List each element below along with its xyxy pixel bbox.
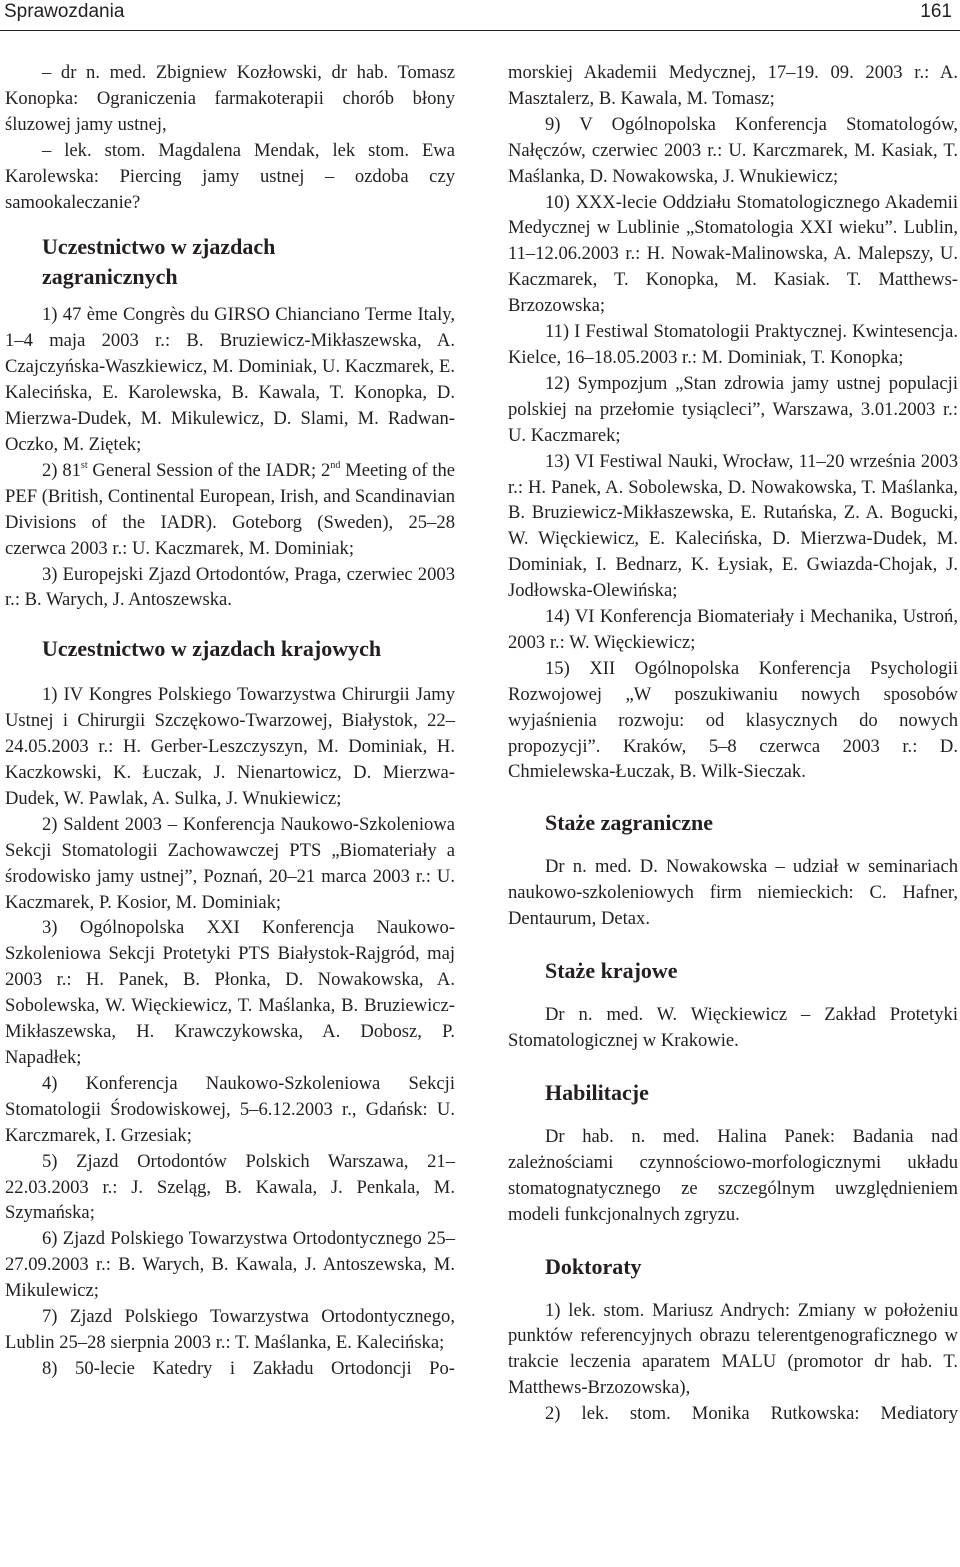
page-number: 161 <box>920 1 952 22</box>
foreign-item-2: 2) 81st General Session of the IADR; 2nd Meeting of the PEF (British, Continental European, Irish, and Scandinavian Divisions of the IADR). Goteborg (Sweden), 25–28 czerwca 2003 r.: U. Kaczmarek, M. Dominiak; <box>5 459 455 559</box>
domestic-internship-text: Dr n. med. W. Więckiewicz – Zakład Protetyki Stomatologicznej w Krakowie. <box>508 1004 958 1051</box>
domestic-item-9: 9) V Ogólnopolska Konferencja Stomatologów, Nałęczów, czerwiec 2003 r.: U. Karczmarek, M. Kasiak, T. Maślanka, D. Nowakowska, J. Wnukiewicz; <box>508 113 958 187</box>
domestic-item-8: 8) 50-lecie Katedry i Zakładu Ortodoncji Po- <box>42 1357 455 1379</box>
domestic-item-8-continued: morskiej Akademii Medycznej, 17–19. 09. 2003 r.: A. Masztalerz, B. Kawala, M. Tomasz; <box>508 62 958 109</box>
intro-item-2: – lek. stom. Magdalena Mendak, lek stom. Ewa Karolewska: Piercing jamy ustnej – ozdoba czy samookaleczanie? <box>5 139 455 213</box>
section-name: Sprawozdania <box>4 1 125 22</box>
domestic-item-12: 12) Sympozjum „Stan zdrowia jamy ustnej populacji polskiej na przełomie tysiącleci”, Warszawa, 3.01.2003 r.: U. Kaczmarek; <box>508 372 958 446</box>
domestic-item-13: 13) VI Festiwal Nauki, Wrocław, 11–20 września 2003 r.: H. Panek, A. Sobolewska, D. Nowakowska, T. Maślanka, B. Bruziewicz-Mikłaszewska, E. Rutańska, Z. A. Bogucki, W. Więckiewicz, E. Kalecińska, D. Mierzwa-Dudek, M. Dominiak, I. Bednarz, K. Łysiak, E. Gwiazda-Chojak, J. Jodłowska-Olewińska; <box>508 450 958 602</box>
habilitation-text: Dr hab. n. med. Halina Panek: Badania nad zależnościami czynnościowo-morfologicznymi układu stomatognatycznego ze szczególnym uwzględnieniem modeli funkcjonalnych zgryzu. <box>508 1125 958 1225</box>
right-column <box>508 60 958 1427</box>
domestic-item-14: 14) VI Konferencja Biomateriały i Mechanika, Ustroń, 2003 r.: W. Więckiewicz; <box>508 606 958 653</box>
domestic-item-2: 2) Saldent 2003 – Konferencja Naukowo-Szkoleniowa Sekcji Stomatologii Zachowawczej PTS „Biomateriały a środowisko jamy ustnej”, Poznań, 20–21 marca 2003 r.: U. Kaczmarek, P. Kosior, M. Dominiak; <box>5 813 455 913</box>
domestic-item-11: 11) I Festiwal Stomatologii Praktycznej. Kwintesencja. Kielce, 16–18.05.2003 r.: M. Dominiak, T. Konopka; <box>508 321 958 368</box>
heading-foreign-internships: Staże zagraniczne <box>545 810 713 836</box>
domestic-item-1: 1) IV Kongres Polskiego Towarzystwa Chirurgii Jamy Ustnej i Chirurgii Szczękowo-Twarzowej, Białystok, 22–24.05.2003 r.: H. Gerber-Leszczyszyn, M. Dominiak, H. Kaczkowski, K. Łuczak, J. Nienartowicz, D. Mierzwa-Dudek, W. Pawlak, A. Sulka, J. Wnukiewicz; <box>5 684 455 809</box>
domestic-item-7: 7) Zjazd Polskiego Towarzystwa Ortodontycznego, Lublin 25–28 sierpnia 2003 r.: T. Maślanka, E. Kalecińska; <box>5 1306 455 1353</box>
doctorate-item-2: 2) lek. stom. Monika Rutkowska: Mediatory <box>545 1403 958 1425</box>
heading-foreign-meetings: Uczestnictwo w zjazdach zagranicznych <box>42 234 276 290</box>
doctorate-item-1: 1) lek. stom. Mariusz Andrych: Zmiany w położeniu punktów referencyjnych obrazu telerentgenograficznego w trakcie leczenia aparatem MALU (promotor dr hab. T. Matthews-Brzozowska), <box>508 1299 958 1399</box>
running-header <box>0 0 960 31</box>
domestic-item-10: 10) XXX-lecie Oddziału Stomatologicznego Akademii Medycznej w Lublinie „Stomatologia XXI wieku”. Lublin, 11–12.06.2003 r.: H. Nowak-Malinowska, A. Malepszy, U. Kaczmarek, T. Konopka, M. Kasiak. T. Matthews-Brzozowska; <box>508 191 958 317</box>
domestic-item-15: 15) XII Ogólnopolska Konferencja Psychologii Rozwojowej „W poszukiwaniu nowych sposobów wyjaśnienia rozwoju: od klasycznych do nowych propozycji”. Kraków, 5–8 czerwca 2003 r.: D. Chmielewska-Łuczak, B. Wilk-Sieczak. <box>508 657 958 783</box>
heading-doctorates: Doktoraty <box>545 1253 642 1279</box>
foreign-internship-text: Dr n. med. D. Nowakowska – udział w seminariach naukowo-szkoleniowych firm niemieckich: C. Hafner, Dentaurum, Detax. <box>508 856 958 930</box>
domestic-item-4: 4) Konferencja Naukowo-Szkoleniowa Sekcji Stomatologii Środowiskowej, 5–6.12.2003 r., Gdańsk: U. Karczmarek, I. Grzesiak; <box>5 1072 455 1146</box>
intro-item-1: – dr n. med. Zbigniew Kozłowski, dr hab. Tomasz Konopka: Ograniczenia farmakoterapii chorób błony śluzowej jamy ustnej, <box>5 62 455 135</box>
foreign-item-1: 1) 47 ème Congrès du GIRSO Chianciano Terme Italy, 1–4 maja 2003 r.: B. Bruziewicz-Mikłaszewska, A. Czajczyńska-Waszkiewicz, M. Dominiak, U. Kaczmarek, E. Kalecińska, E. Karolewska, B. Kawala, T. Konopka, D. Mierzwa-Dudek, M. Mikulewicz, D. Slami, M. Radwan-Oczko, M. Ziętek; <box>5 304 455 455</box>
domestic-item-3: 3) Ogólnopolska XXI Konferencja Naukowo-Szkoleniowa Sekcji Protetyki PTS Białystok-Rajgród, maj 2003 r.: H. Panek, B. Płonka, D. Nowakowska, A. Sobolewska, W. Więckiewicz, T. Maślanka, B. Bruziewicz-Mikłaszewska, H. Krawczykowska, A. Dobosz, P. Napadłek; <box>5 917 455 1068</box>
foreign-item-3: 3) Europejski Zjazd Ortodontów, Praga, czerwiec 2003 r.: B. Warych, J. Antoszewska. <box>5 563 455 611</box>
heading-domestic-internships: Staże krajowe <box>545 958 678 984</box>
heading-domestic-meetings: Uczestnictwo w zjazdach krajowych <box>42 636 382 662</box>
heading-habilitations: Habilitacje <box>545 1079 649 1105</box>
left-column <box>5 60 455 1382</box>
domestic-item-6: 6) Zjazd Polskiego Towarzystwa Ortodontycznego 25–27.09.2003 r.: B. Warych, B. Kawala, J. Antoszewska, M. Mikulewicz; <box>5 1228 455 1302</box>
domestic-item-5: 5) Zjazd Ortodontów Polskich Warszawa, 21–22.03.2003 r.: J. Szeląg, B. Kawala, J. Penkala, M. Szymańska; <box>5 1150 455 1224</box>
